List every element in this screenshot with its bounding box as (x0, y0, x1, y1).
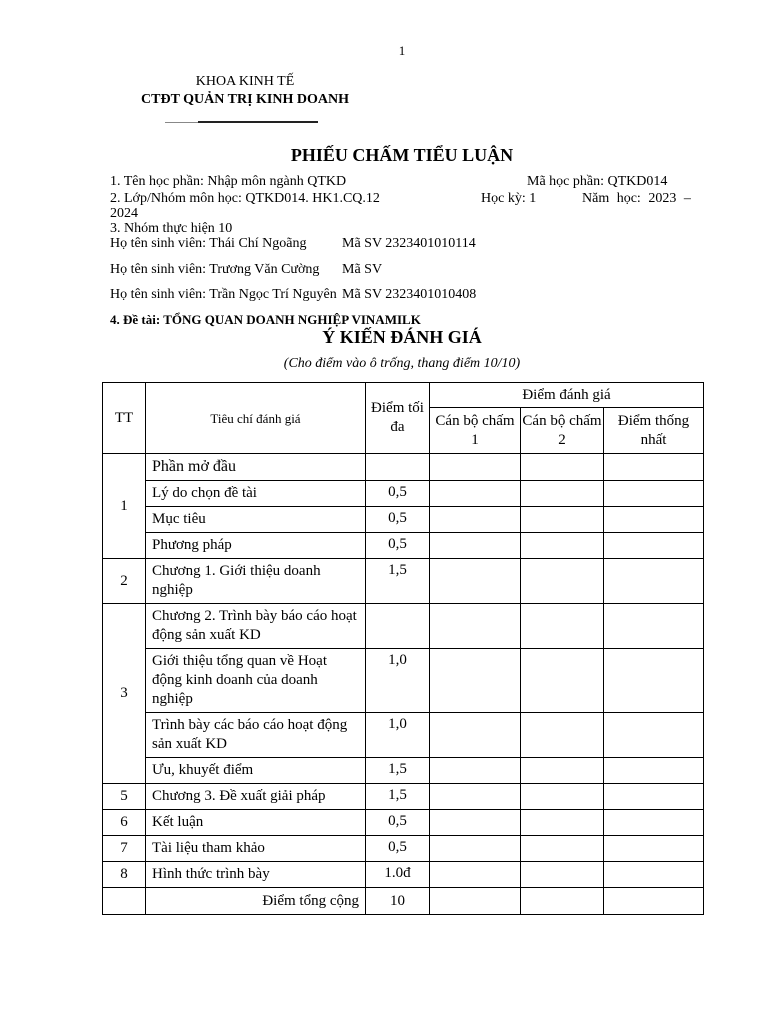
student-name: Họ tên sinh viên: Trương Văn Cường (110, 262, 320, 277)
table-row (103, 758, 704, 784)
max-score-cell: 1.0đ (366, 862, 430, 888)
grader-2-total-cell[interactable] (521, 888, 604, 915)
grader-1-score-cell[interactable] (430, 862, 521, 888)
grader-2-score-cell[interactable] (521, 784, 604, 810)
criteria-cell: Chương 3. Đề xuất giải pháp (146, 784, 366, 810)
agreed-score-cell[interactable] (604, 862, 704, 888)
max-score-cell (366, 454, 430, 481)
semester: Học kỳ: 1 (481, 191, 537, 206)
max-score-cell (366, 604, 430, 649)
table-row (103, 713, 704, 758)
row-number: 3 (103, 604, 146, 784)
row-number: 1 (103, 454, 146, 559)
header-criteria: Tiêu chí đánh giá (146, 383, 366, 454)
row-number: 8 (103, 862, 146, 888)
agreed-score-cell[interactable] (604, 649, 704, 713)
course-name: 1. Tên học phần: Nhập môn ngành QTKD (110, 174, 347, 189)
grader-2-score-cell[interactable] (521, 454, 604, 481)
grader-2-score-cell[interactable] (521, 559, 604, 604)
max-score-cell: 0,5 (366, 836, 430, 862)
criteria-cell: Phần mở đầu (146, 454, 366, 481)
grader-1-total-cell[interactable] (430, 888, 521, 915)
agreed-score-cell[interactable] (604, 758, 704, 784)
max-score-cell: 0,5 (366, 810, 430, 836)
grader-2-score-cell[interactable] (521, 649, 604, 713)
max-score-cell: 0,5 (366, 507, 430, 533)
evaluation-note: (Cho điểm vào ô trống, thang điểm 10/10) (283, 356, 521, 371)
criteria-cell: Ưu, khuyết điểm (146, 758, 366, 784)
table-row (103, 507, 704, 533)
criteria-cell: Lý do chọn đề tài (146, 481, 366, 507)
criteria-cell: Giới thiệu tổng quan về Hoạt động kinh doanh của doanh nghiệp (146, 649, 366, 713)
agreed-score-cell[interactable] (604, 810, 704, 836)
criteria-cell: Tài liệu tham khảo (146, 836, 366, 862)
header-tt: TT (103, 383, 146, 454)
total-row-number-cell (103, 888, 146, 915)
agreed-score-cell[interactable] (604, 836, 704, 862)
document-title: PHIẾU CHẤM TIỂU LUẬN (290, 145, 514, 165)
page-number: 1 (398, 43, 406, 58)
row-number: 5 (103, 784, 146, 810)
grader-1-score-cell[interactable] (430, 481, 521, 507)
header-divider (198, 121, 318, 123)
program-name: CTĐT QUẢN TRỊ KINH DOANH (141, 92, 349, 107)
grader-1-score-cell[interactable] (430, 507, 521, 533)
grader-1-score-cell[interactable] (430, 810, 521, 836)
max-score-cell: 1,5 (366, 758, 430, 784)
student-id: Mã SV (342, 262, 383, 277)
grader-1-score-cell[interactable] (430, 604, 521, 649)
grader-2-score-cell[interactable] (521, 810, 604, 836)
grader-1-score-cell[interactable] (430, 533, 521, 559)
table-row (103, 784, 704, 810)
row-number: 6 (103, 810, 146, 836)
table-row (103, 559, 704, 604)
grader-2-score-cell[interactable] (521, 862, 604, 888)
header-divider-thin (165, 122, 198, 123)
student-id: Mã SV 2323401010114 (342, 236, 476, 251)
table-row (103, 836, 704, 862)
agreed-score-cell[interactable] (604, 559, 704, 604)
grader-1-score-cell[interactable] (430, 649, 521, 713)
agreed-score-cell[interactable] (604, 454, 704, 481)
grader-1-score-cell[interactable] (430, 559, 521, 604)
row-number: 2 (103, 559, 146, 604)
criteria-cell: Chương 1. Giới thiệu doanh nghiệp (146, 559, 366, 604)
max-score-cell: 0,5 (366, 533, 430, 559)
grader-2-score-cell[interactable] (521, 713, 604, 758)
grader-1-score-cell[interactable] (430, 758, 521, 784)
student-name: Họ tên sinh viên: Trần Ngọc Trí Nguyên (110, 287, 337, 302)
max-score-cell: 1,5 (366, 559, 430, 604)
table-row (103, 533, 704, 559)
criteria-cell: Trình bày các báo cáo hoạt động sản xuất KD (146, 713, 366, 758)
header-agreed-score: Điểm thống nhất (604, 408, 704, 454)
grader-1-score-cell[interactable] (430, 713, 521, 758)
agreed-score-cell[interactable] (604, 507, 704, 533)
total-max-score: 10 (366, 888, 430, 915)
grader-2-score-cell[interactable] (521, 604, 604, 649)
table-row (103, 454, 704, 481)
course-code: Mã học phần: QTKD014 (527, 174, 668, 189)
criteria-cell: Chương 2. Trình bày báo cáo hoạt động sản xuất KD (146, 604, 366, 649)
grader-1-score-cell[interactable] (430, 836, 521, 862)
table-row (103, 862, 704, 888)
agreed-total-cell[interactable] (604, 888, 704, 915)
grader-1-score-cell[interactable] (430, 784, 521, 810)
evaluation-heading: Ý KIẾN ĐÁNH GIÁ (322, 327, 482, 347)
academic-year-end: 2024 (110, 206, 138, 221)
grader-2-score-cell[interactable] (521, 836, 604, 862)
faculty-name: KHOA KINH TẾ (195, 74, 295, 89)
max-score-cell: 0,5 (366, 481, 430, 507)
class-group: 2. Lớp/Nhóm môn học: QTKD014. HK1.CQ.12 (110, 191, 380, 206)
header-grader-1: Cán bộ chấm 1 (430, 408, 521, 454)
criteria-cell: Hình thức trình bày (146, 862, 366, 888)
table-row (103, 810, 704, 836)
criteria-cell: Phương pháp (146, 533, 366, 559)
student-name: Họ tên sinh viên: Thái Chí Ngoãng (110, 236, 307, 251)
score-table (102, 382, 704, 915)
table-row (103, 481, 704, 507)
essay-topic: 4. Đề tài: TỔNG QUAN DOANH NGHIỆP VINAMILK (110, 312, 421, 327)
total-row (103, 888, 704, 915)
total-label: Điểm tổng cộng (146, 888, 366, 915)
grader-2-score-cell[interactable] (521, 533, 604, 559)
criteria-cell: Kết luận (146, 810, 366, 836)
grader-2-score-cell[interactable] (521, 758, 604, 784)
group-number: 3. Nhóm thực hiện 10 (110, 221, 233, 236)
grader-2-score-cell[interactable] (521, 507, 604, 533)
agreed-score-cell[interactable] (604, 533, 704, 559)
table-row (103, 649, 704, 713)
max-score-cell: 1,5 (366, 784, 430, 810)
criteria-cell: Mục tiêu (146, 507, 366, 533)
header-evaluation-group: Điểm đánh giá (430, 383, 704, 408)
max-score-cell: 1,0 (366, 713, 430, 758)
agreed-score-cell[interactable] (604, 481, 704, 507)
academic-year: Năm học: 2023 – (582, 191, 691, 206)
table-row (103, 604, 704, 649)
student-id: Mã SV 2323401010408 (342, 287, 477, 302)
header-grader-2: Cán bộ chấm 2 (521, 408, 604, 454)
grader-2-score-cell[interactable] (521, 481, 604, 507)
header-max-score: Điểm tối đa (366, 383, 430, 454)
max-score-cell: 1,0 (366, 649, 430, 713)
agreed-score-cell[interactable] (604, 604, 704, 649)
agreed-score-cell[interactable] (604, 784, 704, 810)
row-number: 7 (103, 836, 146, 862)
agreed-score-cell[interactable] (604, 713, 704, 758)
grader-1-score-cell[interactable] (430, 454, 521, 481)
